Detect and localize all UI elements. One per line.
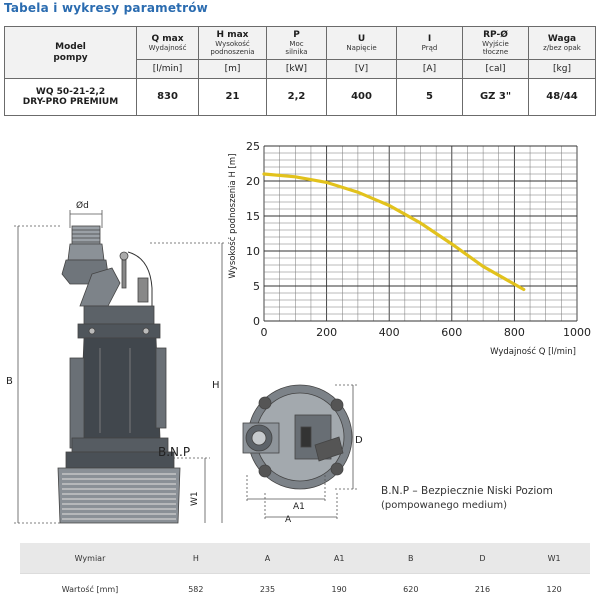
dims-header-w1: W1 [518, 543, 590, 574]
dims-value-w1: 120 [518, 574, 590, 604]
label-bnp: B.N.P [158, 445, 190, 459]
bnp-note-line2: (pompowanego medium) [381, 500, 553, 511]
label-h: H [212, 380, 220, 391]
dims-header-b: B [375, 543, 447, 574]
unit-u: [V] [327, 60, 397, 79]
bnp-note [381, 485, 553, 511]
label-a1: A1 [293, 502, 305, 512]
performance-chart [228, 138, 596, 360]
y-tick-label: 10 [246, 245, 260, 258]
dims-header-h: H [160, 543, 232, 574]
y-tick-label: 0 [253, 315, 260, 328]
header-u: U Napięcie [327, 27, 397, 60]
label-w1: W1 [190, 491, 200, 506]
dims-row2-label: Wartość [mm] [20, 574, 160, 604]
header-p: P Moc silnika [267, 27, 327, 60]
header-i: I Prąd [397, 27, 463, 60]
label-b: B [6, 376, 13, 387]
dims-header-d: D [447, 543, 519, 574]
dims-value-a: 235 [232, 574, 304, 604]
x-tick-label: 400 [379, 326, 400, 339]
unit-rp: [cal] [463, 60, 529, 79]
pump-side-drawing [0, 188, 225, 533]
dims-value-d: 216 [447, 574, 519, 604]
chart-grid [264, 146, 577, 321]
label-d: D [355, 435, 363, 446]
bnp-note-line1: B.N.P – Bezpiecznie Niski Poziom [381, 485, 553, 497]
dimensions-table [20, 543, 590, 604]
dims-value-a1: 190 [303, 574, 375, 604]
y-tick-label: 5 [253, 280, 260, 293]
x-tick-label: 0 [261, 326, 268, 339]
dims-row1-label: Wymiar [20, 543, 160, 574]
pump-plan-drawing [225, 375, 370, 527]
value-p: 2,2 [267, 79, 327, 116]
value-h: 21 [199, 79, 267, 116]
y-tick-label: 15 [246, 210, 260, 223]
x-tick-labels [261, 326, 592, 339]
model-name-cell: WQ 50-21-2,2 DRY-PRO PREMIUM [5, 79, 137, 116]
value-i: 5 [397, 79, 463, 116]
unit-waga: [kg] [529, 60, 596, 79]
x-tick-label: 600 [441, 326, 462, 339]
y-tick-label: 20 [246, 175, 260, 188]
unit-p: [kW] [267, 60, 327, 79]
value-u: 400 [327, 79, 397, 116]
parameters-table [4, 26, 596, 116]
header-waga: Waga z/bez opak [529, 27, 596, 60]
dims-value-b: 620 [375, 574, 447, 604]
x-tick-label: 800 [504, 326, 525, 339]
header-q-max: Q max Wydajność [137, 27, 199, 60]
dims-header-a: A [232, 543, 304, 574]
y-axis-label: Wysokość podnoszenia H [m] [228, 154, 238, 279]
header-h-max: H max Wysokość podnoszenia [199, 27, 267, 60]
unit-h: [m] [199, 60, 267, 79]
page-title: Tabela i wykresy parametrów [4, 1, 208, 15]
label-od: Ød [76, 200, 89, 211]
dims-value-h: 582 [160, 574, 232, 604]
dims-header-a1: A1 [303, 543, 375, 574]
model-header-cell: Model pompy [5, 27, 137, 79]
value-rp: GZ 3" [463, 79, 529, 116]
unit-q: [l/min] [137, 60, 199, 79]
header-rp: RP-Ø Wyjście tłoczne [463, 27, 529, 60]
y-tick-labels [246, 140, 260, 328]
value-q: 830 [137, 79, 199, 116]
y-tick-label: 25 [246, 140, 260, 153]
value-waga: 48/44 [529, 79, 596, 116]
x-tick-label: 1000 [563, 326, 591, 339]
x-tick-label: 200 [316, 326, 337, 339]
x-axis-label: Wydajność Q [l/min] [490, 346, 576, 357]
unit-i: [A] [397, 60, 463, 79]
label-a: A [285, 515, 292, 525]
